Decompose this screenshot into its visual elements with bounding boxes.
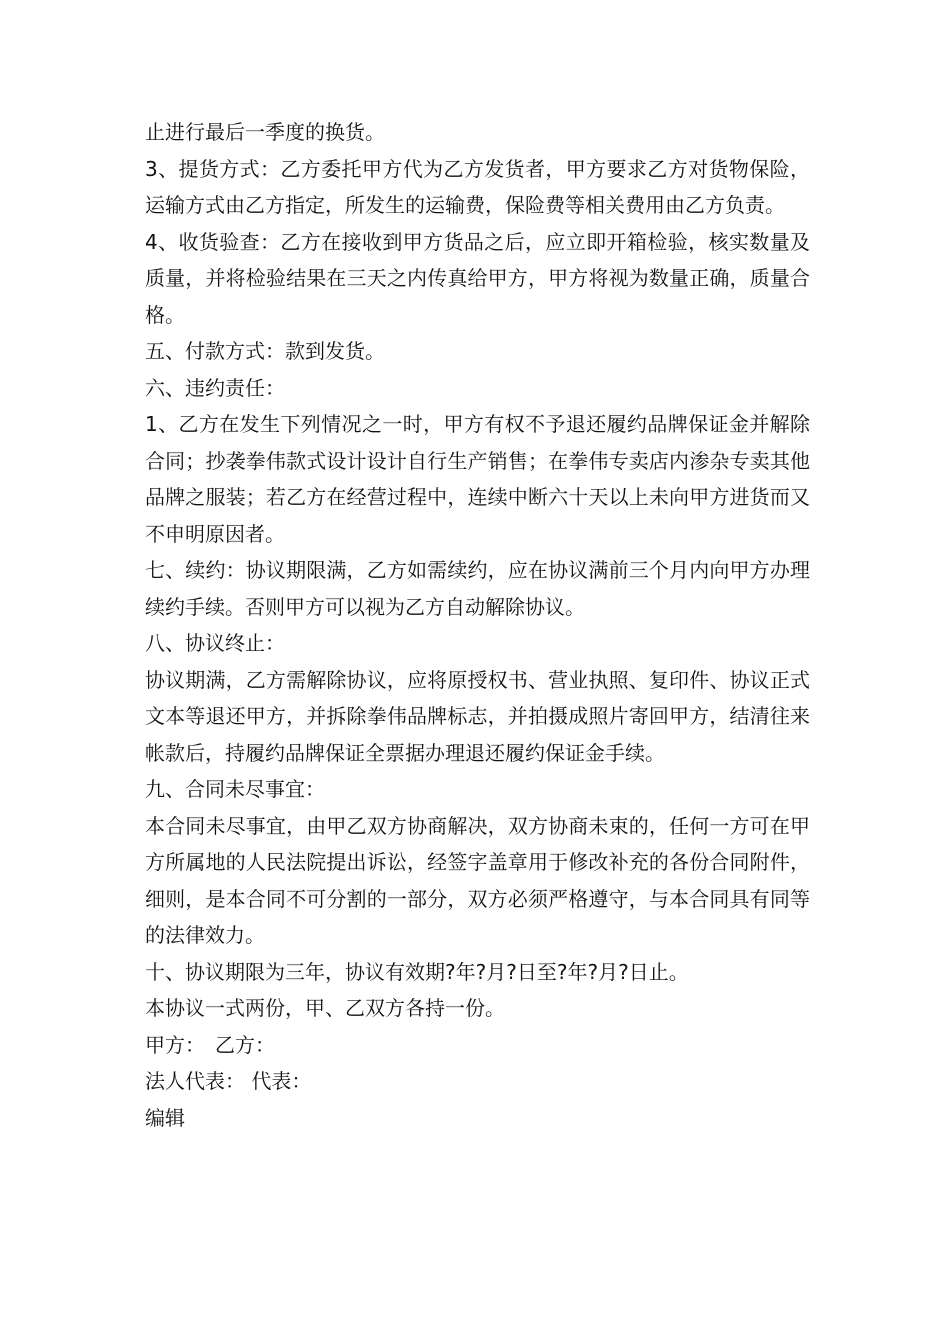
- section-renewal: 七、续约：协议期限满，乙方如需续约，应在协议满前三个月内向甲方办理续约手续。否则甲方可以视为乙方自动解除协议。: [145, 558, 810, 619]
- copies-statement: 本协议一式两份，甲、乙双方各持一份。: [145, 996, 505, 1020]
- clause-termination: 协议期满，乙方需解除协议，应将原授权书、营业执照、复印件、协议正式文本等退还甲方，并拆除拳伟品牌标志，并拍摄成照片寄回甲方，结清往来帐款后，持履约品牌保证全票据办理退还履约保证金手续。: [145, 667, 810, 765]
- section-heading-liability: 六、违约责任：: [145, 375, 285, 400]
- paragraph-continuation: 止进行最后一季度的换货。: [145, 120, 385, 144]
- section-heading-termination: 八、协议终止：: [145, 631, 285, 655]
- clause-other-matters: 本合同未尽事宜，由甲乙双方协商解决，双方协商未束的，任何一方可在甲方所属地的人民法院提出诉讼，经签字盖章用于修改补充的各份合同附件，细则，是本合同不可分割的一部分，双方必须严格遵守，与本合同具有同等的法律效力。: [145, 813, 810, 947]
- section-heading-other-matters: 九、合同未尽事宜：: [145, 777, 325, 801]
- section-term: 十、协议期限为三年，协议有效期?年?月?日至?年?月?日止。: [145, 959, 689, 984]
- clause-receipt-inspection: 4、收货验查：乙方在接收到甲方货品之后，应立即开箱检验，核实数量及质量，并将检验结果在三天之内传真给甲方，甲方将视为数量正确，质量合格。: [145, 229, 810, 327]
- signature-parties: 甲方： 乙方：: [145, 1032, 275, 1057]
- section-payment-method: 五、付款方式：款到发货。: [145, 339, 385, 363]
- clause-delivery-method: 3、提货方式：乙方委托甲方代为乙方发货者，甲方要求乙方对货物保险，运输方式由乙方指定，所发生的运输费，保险费等相关费用由乙方负责。: [145, 156, 810, 217]
- signature-representatives: 法人代表： 代表：: [145, 1069, 312, 1093]
- clause-breach-conditions: 1、乙方在发生下列情况之一时，甲方有权不予退还履约品牌保证金并解除合同；抄袭拳伟款式设计设计自行生产销售；在拳伟专卖店内渗杂专卖其他品牌之服装；若乙方在经营过程中，连续中断六十天以上未向甲方进货而又不申明原因者。: [145, 412, 810, 546]
- document-body: [145, 114, 810, 1136]
- edit-label: 编辑: [145, 1105, 185, 1130]
